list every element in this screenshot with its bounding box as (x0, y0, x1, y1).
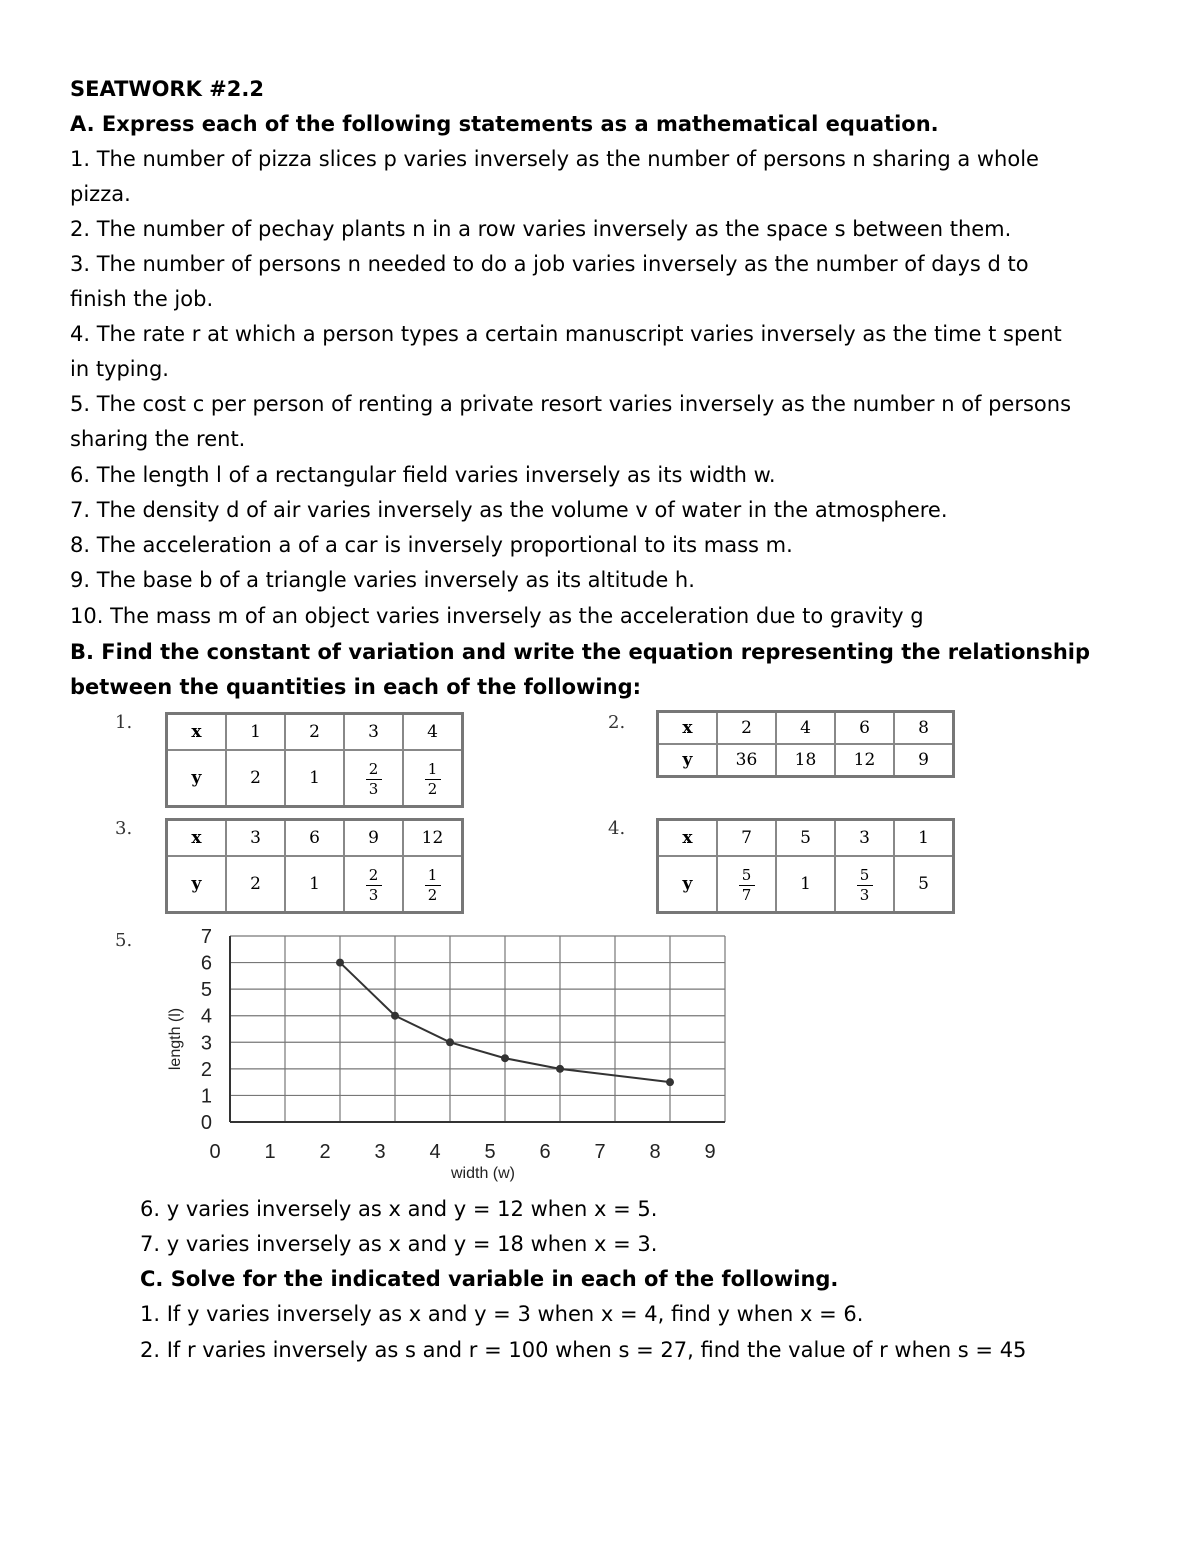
fraction (425, 868, 441, 903)
fraction-numerator: 2 (368, 760, 379, 778)
table-cell: 1 (894, 820, 954, 857)
table-row (658, 820, 954, 857)
table-label-3: 3. (115, 818, 133, 839)
fraction-numerator: 1 (427, 866, 438, 884)
inverse-variation-graph (160, 920, 740, 1190)
table-cell: 6 (835, 712, 894, 745)
table-row (167, 856, 463, 913)
table-cell: 36 (717, 744, 776, 777)
x-tick-label: 9 (704, 1141, 716, 1163)
part-b-heading: B. Find the constant of variation and write the equation representing the relationship (70, 640, 1091, 664)
y-axis-label: length (l) (167, 1007, 184, 1071)
x-tick-label: 1 (264, 1141, 276, 1163)
table-cell: 2 (226, 750, 285, 807)
table-cell: 9 (894, 744, 954, 777)
fraction-denominator: 2 (427, 780, 438, 798)
list-item: sharing the rent. (70, 427, 246, 451)
part-b-heading-cont: between the quantities in each of the following: (70, 675, 641, 699)
data-point (391, 1012, 399, 1020)
table-label-4: 4. (608, 818, 626, 839)
table-cell: 1 (776, 856, 835, 913)
data-point (501, 1054, 509, 1062)
data-point (666, 1078, 674, 1086)
fraction-numerator: 2 (368, 866, 379, 884)
table-label-1: 1. (115, 712, 133, 733)
data-point (556, 1065, 564, 1073)
data-point (336, 959, 344, 967)
table-cell: 1 (285, 856, 344, 913)
data-point (446, 1038, 454, 1046)
header-cell-x: x (658, 712, 718, 745)
table-cell: 2 (226, 856, 285, 913)
part-c-item-1: 1. If y varies inversely as x and y = 3 when x = 4, find y when x = 6. (140, 1302, 864, 1326)
table-cell: 3 (835, 820, 894, 857)
fraction-denominator: 7 (741, 886, 752, 904)
table-row (167, 820, 463, 857)
table-cell: 18 (776, 744, 835, 777)
header-cell-x: x (167, 820, 227, 857)
header-cell-y: y (167, 750, 227, 807)
fraction-denominator: 3 (859, 886, 870, 904)
table-cell: 12 (403, 820, 463, 857)
fraction (366, 868, 382, 903)
fraction (366, 762, 382, 797)
variation-table-2 (656, 710, 955, 778)
x-tick-label: 8 (649, 1141, 661, 1163)
x-tick-label: 4 (429, 1141, 441, 1163)
x-tick-label: 2 (319, 1141, 331, 1163)
table-cell: 12 (835, 744, 894, 777)
table-cell (344, 856, 403, 913)
y-tick-label: 6 (200, 952, 212, 975)
fraction-numerator: 1 (427, 760, 438, 778)
part-a-heading: A. Express each of the following statements as a mathematical equation. (70, 112, 939, 136)
part-b-item-6: 6. y varies inversely as x and y = 12 when x = 5. (140, 1197, 658, 1221)
table-row (167, 750, 463, 807)
fraction-denominator: 3 (368, 780, 379, 798)
table-cell: 6 (285, 820, 344, 857)
table-cell (344, 750, 403, 807)
part-c-item-2: 2. If r varies inversely as s and r = 100 when s = 27, find the value of r when s = 45 (140, 1338, 1027, 1362)
header-cell-x: x (658, 820, 718, 857)
header-cell-y: y (167, 856, 227, 913)
x-axis-label: width (w) (450, 1165, 516, 1182)
list-item: 7. The density d of air varies inversely as the volume v of water in the atmosphere. (70, 498, 948, 522)
table-cell: 1 (226, 714, 285, 751)
table-cell: 9 (344, 820, 403, 857)
table-cell: 4 (403, 714, 463, 751)
y-tick-label: 0 (200, 1112, 212, 1134)
header-cell-y: y (658, 744, 718, 777)
fraction (425, 762, 441, 797)
table-row (167, 714, 463, 751)
table-cell: 3 (344, 714, 403, 751)
list-item: 5. The cost c per person of renting a private resort varies inversely as the number n of persons (70, 392, 1072, 416)
table-row (658, 712, 954, 745)
header-cell-x: x (167, 714, 227, 751)
graph-label: 5. (115, 930, 133, 951)
y-tick-label: 2 (200, 1058, 212, 1081)
fraction-numerator: 5 (741, 866, 752, 884)
list-item: 3. The number of persons n needed to do a job varies inversely as the number of days d to (70, 252, 1029, 276)
table-cell: 8 (894, 712, 954, 745)
part-c-heading: C. Solve for the indicated variable in each of the following. (140, 1267, 839, 1291)
y-tick-label: 1 (200, 1085, 212, 1108)
table-row (658, 744, 954, 777)
table-cell: 5 (776, 820, 835, 857)
table-cell: 4 (776, 712, 835, 745)
fraction-denominator: 3 (368, 886, 379, 904)
x-tick-label: 0 (209, 1141, 221, 1163)
variation-table-4 (656, 818, 955, 914)
table-cell (403, 750, 463, 807)
y-tick-label: 5 (200, 979, 212, 1002)
list-item: 8. The acceleration a of a car is inversely proportional to its mass m. (70, 533, 793, 557)
part-b-item-7: 7. y varies inversely as x and y = 18 when x = 3. (140, 1232, 658, 1256)
x-tick-label: 6 (539, 1141, 551, 1163)
worksheet-title: SEATWORK #2.2 (70, 77, 264, 101)
variation-table-1 (165, 712, 464, 808)
table-cell: 5 (894, 856, 954, 913)
table-cell: 7 (717, 820, 776, 857)
x-tick-label: 7 (594, 1141, 606, 1163)
list-item: 4. The rate r at which a person types a certain manuscript varies inversely as the time t spent (70, 322, 1062, 346)
x-tick-label: 5 (484, 1141, 496, 1163)
list-item: 1. The number of pizza slices p varies inversely as the number of persons n sharing a whole (70, 147, 1039, 171)
fraction (857, 868, 873, 903)
list-item: in typing. (70, 357, 169, 381)
header-cell-y: y (658, 856, 718, 913)
table-cell: 1 (285, 750, 344, 807)
list-item: finish the job. (70, 287, 214, 311)
table-cell: 2 (285, 714, 344, 751)
y-tick-label: 3 (200, 1032, 212, 1055)
list-item: 6. The length l of a rectangular field varies inversely as its width w. (70, 463, 776, 487)
fraction-denominator: 2 (427, 886, 438, 904)
list-item: pizza. (70, 182, 131, 206)
table-cell (717, 856, 776, 913)
list-item: 9. The base b of a triangle varies inversely as its altitude h. (70, 568, 695, 592)
x-tick-label: 3 (374, 1141, 386, 1163)
table-cell: 3 (226, 820, 285, 857)
table-label-2: 2. (608, 712, 626, 733)
fraction (739, 868, 755, 903)
table-row (658, 856, 954, 913)
y-tick-label: 4 (200, 1005, 212, 1028)
fraction-numerator: 5 (859, 866, 870, 884)
variation-table-3 (165, 818, 464, 914)
list-item: 10. The mass m of an object varies inversely as the acceleration due to gravity g (70, 604, 924, 628)
table-cell (835, 856, 894, 913)
table-cell: 2 (717, 712, 776, 745)
table-cell (403, 856, 463, 913)
list-item: 2. The number of pechay plants n in a row varies inversely as the space s between them. (70, 217, 1012, 241)
y-tick-label: 7 (200, 926, 212, 948)
